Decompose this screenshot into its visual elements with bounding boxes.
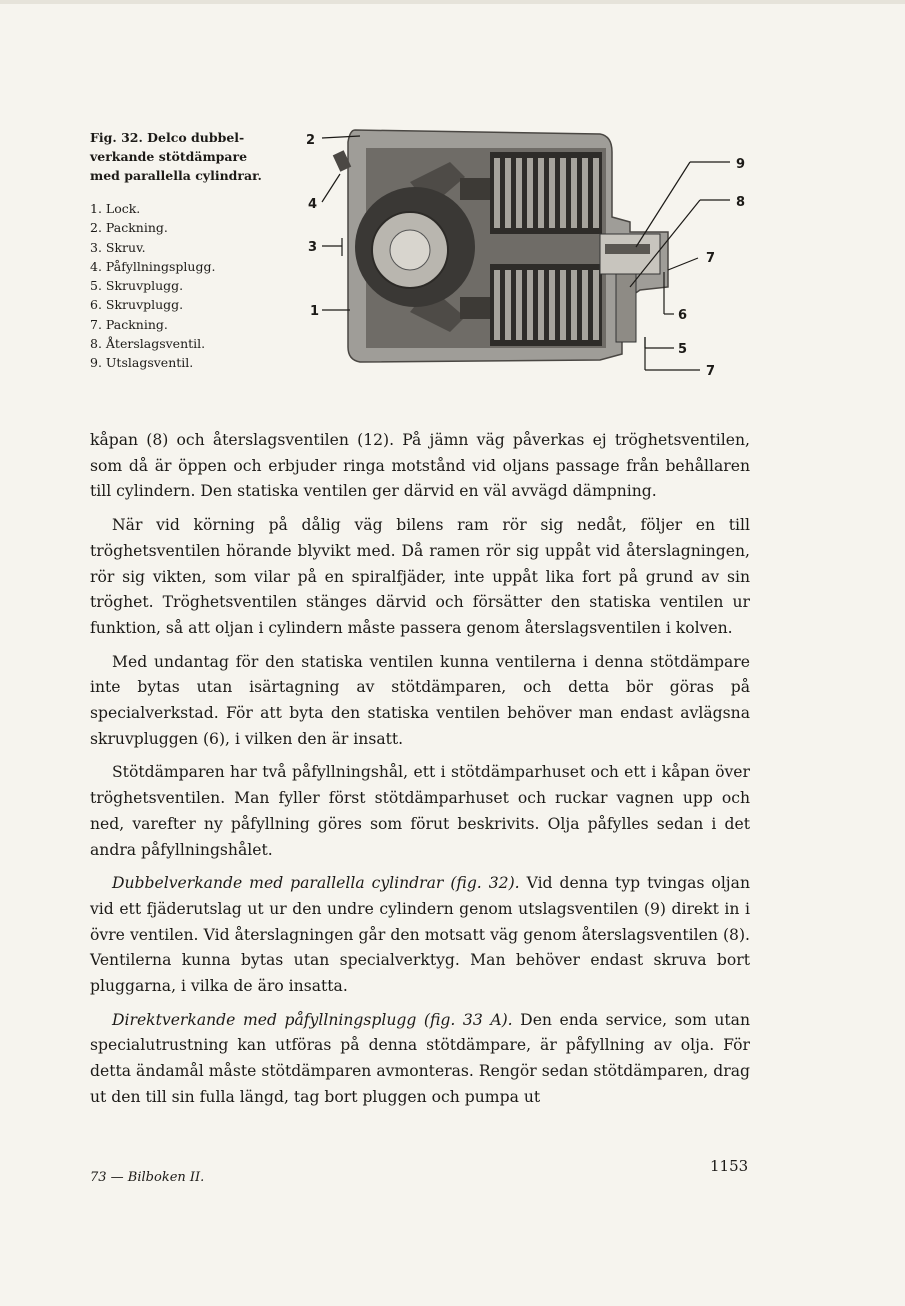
legend-item: 5. Skruvplugg. — [90, 278, 184, 294]
caption-line: Fig. 32. Delco dubbel- — [90, 130, 245, 145]
callout-4: 4 — [308, 197, 318, 212]
footer-book-reference — [90, 1170, 204, 1185]
caption-line: med parallella cylindrar. — [90, 168, 262, 183]
cam-disk-hub — [390, 230, 430, 270]
figure-legend — [90, 199, 270, 373]
legend-item: 4. Påfyllningsplugg. — [90, 258, 216, 274]
valve-stem-upper — [605, 244, 650, 254]
caption-line: verkande stötdämpare — [90, 149, 248, 164]
callout-7-lower: 7 — [706, 364, 716, 379]
figure-title — [90, 128, 270, 185]
paragraph — [90, 871, 750, 1000]
shock-absorber-figure — [300, 122, 760, 384]
legend-item: 7. Packning. — [90, 316, 168, 332]
paragraph: När vid körning på dålig väg bilens ram rör sig nedåt, följer en till tröghetsventilen hörande blyvikt med. Då ramen rör sig uppåt vid återslagningen, rör sig vikten, som vilar på en spiralfjäder, inte uppåt lika fort på grund av sin tröghet. Tröghetsventilen stänges därvid och försätter den statiska ventilen ur funktion, så att oljan i cylindern måste passera genom återslagsventilen i kolven. — [90, 516, 750, 637]
callout-6: 6 — [678, 308, 688, 323]
legend-item: 8. Återslagsventil. — [90, 336, 206, 352]
body-text — [90, 428, 750, 1111]
paragraph: Med undantag för den statiska ventilen kunna ventilerna i denna stötdämpare inte bytas utan isärtagning av stötdämparen, och detta bör göras på specialverkstad. För att byta den statiska ventilen behöver man endast avlägsna skruvpluggen (6), i vilken den är insatt. — [90, 652, 750, 748]
paragraph-text: Den enda service, som utan specialutrustning kan utföras på denna stötdämpare, är påfyllning av olja. För detta ändamål måste stötdämparen avmonteras. Rengör sedan stötdämparen, drag ut den till sin fulla längd, tag bort pluggen och pumpa ut — [90, 1010, 750, 1106]
page-number: 1153 — [710, 1157, 749, 1175]
footer-left-text: 73 — Bilboken II. — [90, 1170, 205, 1185]
callout-5: 5 — [678, 342, 688, 357]
section-heading: Direktverkande med påfyllningsplugg (fig. 33 A). — [112, 1010, 513, 1029]
legend-item: 1. Lock. — [90, 201, 141, 216]
paragraph-text: Vid denna typ tvingas oljan vid ett fjäderutslag ut ur den undre cylindern genom utslagsventilen (9) direkt in i övre ventilen. Vid återslagningen går den motsatt väg genom återslagsventilen (8). Ventilerna kunna bytas utan specialverktyg. Man behöver endast skruva bort pluggarna, i vilka de äro insatta. — [90, 874, 750, 996]
callout-9: 9 — [736, 157, 746, 172]
section-heading: Dubbelverkande med parallella cylindrar (fig. 32). — [112, 874, 520, 893]
legend-item: 6. Skruvplugg. — [90, 297, 184, 313]
shock-absorber-illustration — [300, 122, 760, 384]
figure-caption — [90, 128, 270, 373]
page-edge — [0, 0, 905, 4]
callout-3: 3 — [308, 240, 318, 255]
paragraph — [90, 1008, 750, 1111]
callout-8: 8 — [736, 195, 746, 210]
paragraph: Stötdämparen har två påfyllningshål, ett i stötdämparhuset och ett i kåpan över tröghetsventilen. Man fyller först stötdämparhuset och ruckar vagnen upp och ned, varefter ny påfyllning göres som förut beskrivits. Olja påfylles sedan i det andra påfyllningshålet. — [90, 763, 750, 859]
callout-2: 2 — [306, 133, 316, 148]
legend-item: 3. Skruv. — [90, 239, 146, 255]
paragraph: kåpan (8) och återslagsventilen (12). På jämn väg påverkas ej tröghetsventilen, som då är öppen och erbjuder ringa motstånd vid oljans passage från behållaren till cylindern. Den statiska ventilen ger därvid en väl avvägd dämpning. — [90, 431, 750, 501]
legend-item: 2. Packning. — [90, 220, 168, 236]
callout-7-upper: 7 — [706, 251, 716, 266]
callout-1: 1 — [310, 304, 320, 319]
legend-item: 9. Utslagsventil. — [90, 355, 194, 371]
